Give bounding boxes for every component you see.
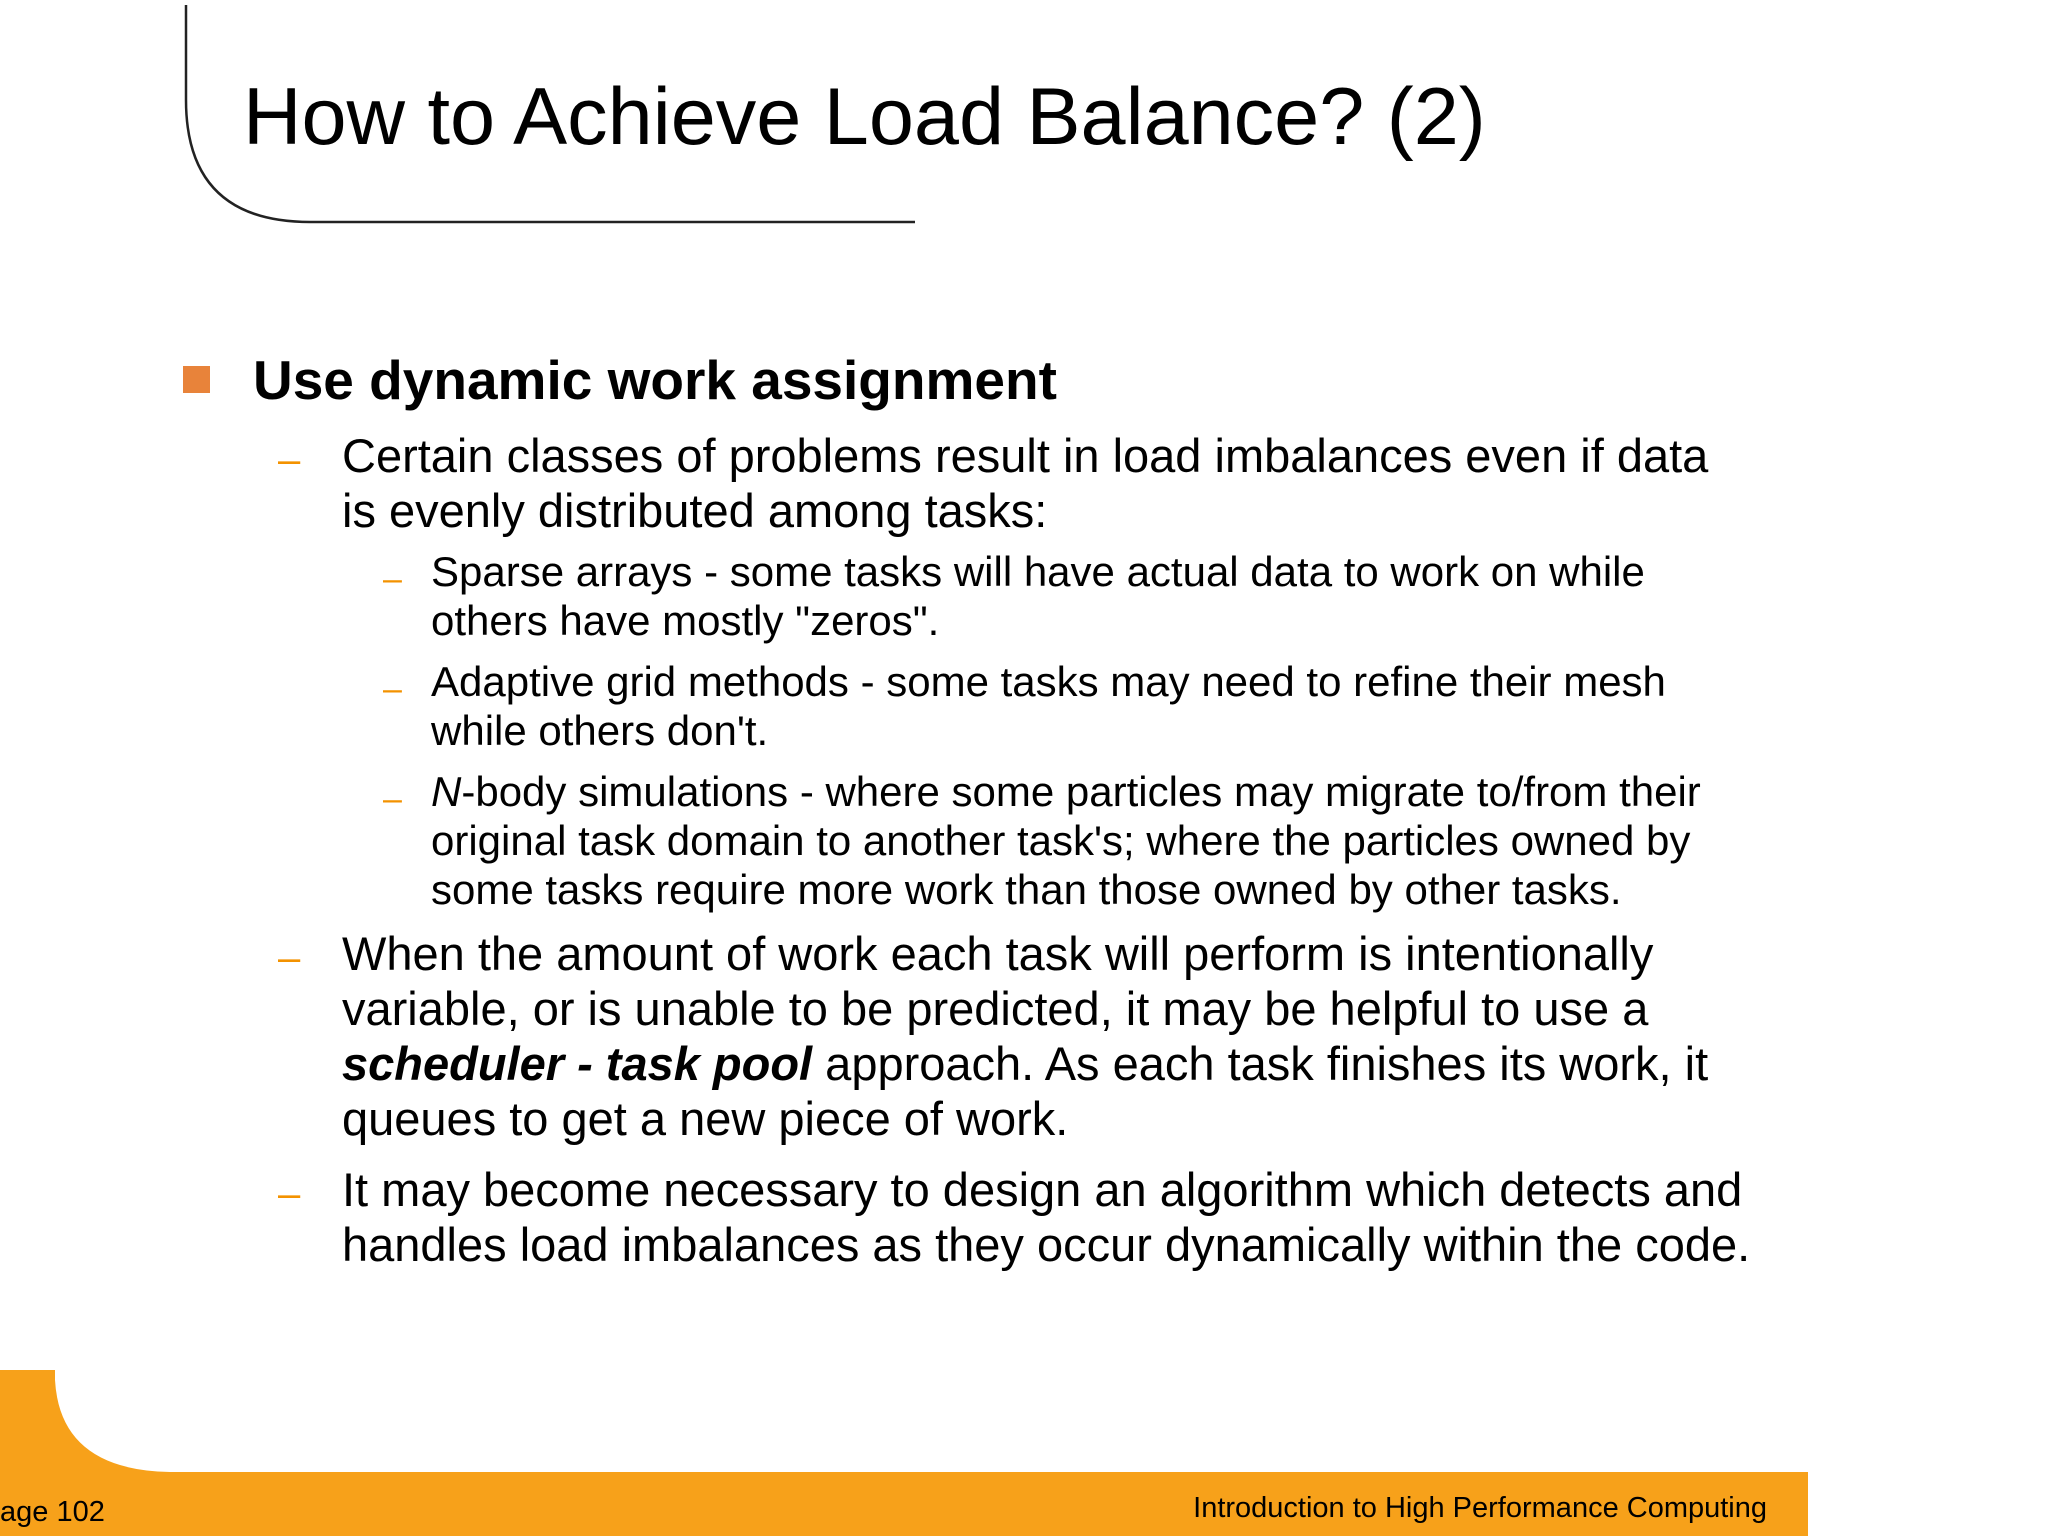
sub-point-2-line-1: When the amount of work each task will perform is intentionally [342, 927, 1654, 980]
slide-title: How to Achieve Load Balance? (2) [243, 72, 1486, 162]
sub-point-2-line-4: queues to get a new piece of work. [342, 1092, 1069, 1145]
example-2-line-2: while others don't. [431, 707, 769, 754]
example-2-line-1: Adaptive grid methods - some tasks may need to refine their mesh [431, 658, 1666, 705]
sub-point-2-line-2: variable, or is unable to be predicted, it may be helpful to use a [342, 982, 1649, 1035]
sub-point-3-line-2: handles load imbalances as they occur dynamically within the code. [342, 1218, 1751, 1271]
main-point: Use dynamic work assignment [253, 349, 1057, 411]
example-adaptive-grid [431, 657, 1891, 755]
sub-point-2-line-3-text: approach. As each task finishes its work, it [812, 1037, 1709, 1090]
sub-point-3 [342, 1162, 1902, 1272]
dash-bullet-icon: – [383, 670, 402, 708]
footer-course-title: Introduction to High Performance Computing [1193, 1492, 1767, 1524]
orange-square-bullet-icon [183, 366, 210, 393]
italic-n: N [431, 768, 462, 815]
example-n-body [431, 767, 1891, 914]
example-1-line-2: others have mostly "zeros". [431, 597, 940, 644]
sub-point-3-line-1: It may become necessary to design an algorithm which detects and [342, 1163, 1743, 1216]
dash-bullet-icon: – [278, 438, 301, 482]
sub-point-2-line-3 [342, 1036, 1902, 1091]
example-3-line-2: original task domain to another task's; where the particles owned by [431, 817, 1691, 864]
sub-point-1 [342, 428, 1902, 538]
dash-bullet-icon: – [383, 780, 402, 818]
sub-point-1-line-1: Certain classes of problems result in load imbalances even if data [342, 429, 1709, 482]
dash-bullet-icon: – [278, 936, 301, 980]
example-sparse-arrays [431, 547, 1891, 645]
scheduler-task-pool-emphasis: scheduler - task pool [342, 1037, 813, 1090]
example-3-line-1-text: -body simulations - where some particles may migrate to/from their [461, 768, 1701, 815]
page-number: age 102 [0, 1496, 105, 1528]
sub-point-2 [342, 926, 1902, 1146]
example-3-line-1 [431, 767, 1891, 816]
dash-bullet-icon: – [383, 560, 402, 598]
example-3-line-3: some tasks require more work than those owned by other tasks. [431, 866, 1622, 913]
sub-point-1-line-2: is evenly distributed among tasks: [342, 484, 1048, 537]
example-1-line-1: Sparse arrays - some tasks will have actual data to work on while [431, 548, 1645, 595]
dash-bullet-icon: – [278, 1172, 301, 1216]
